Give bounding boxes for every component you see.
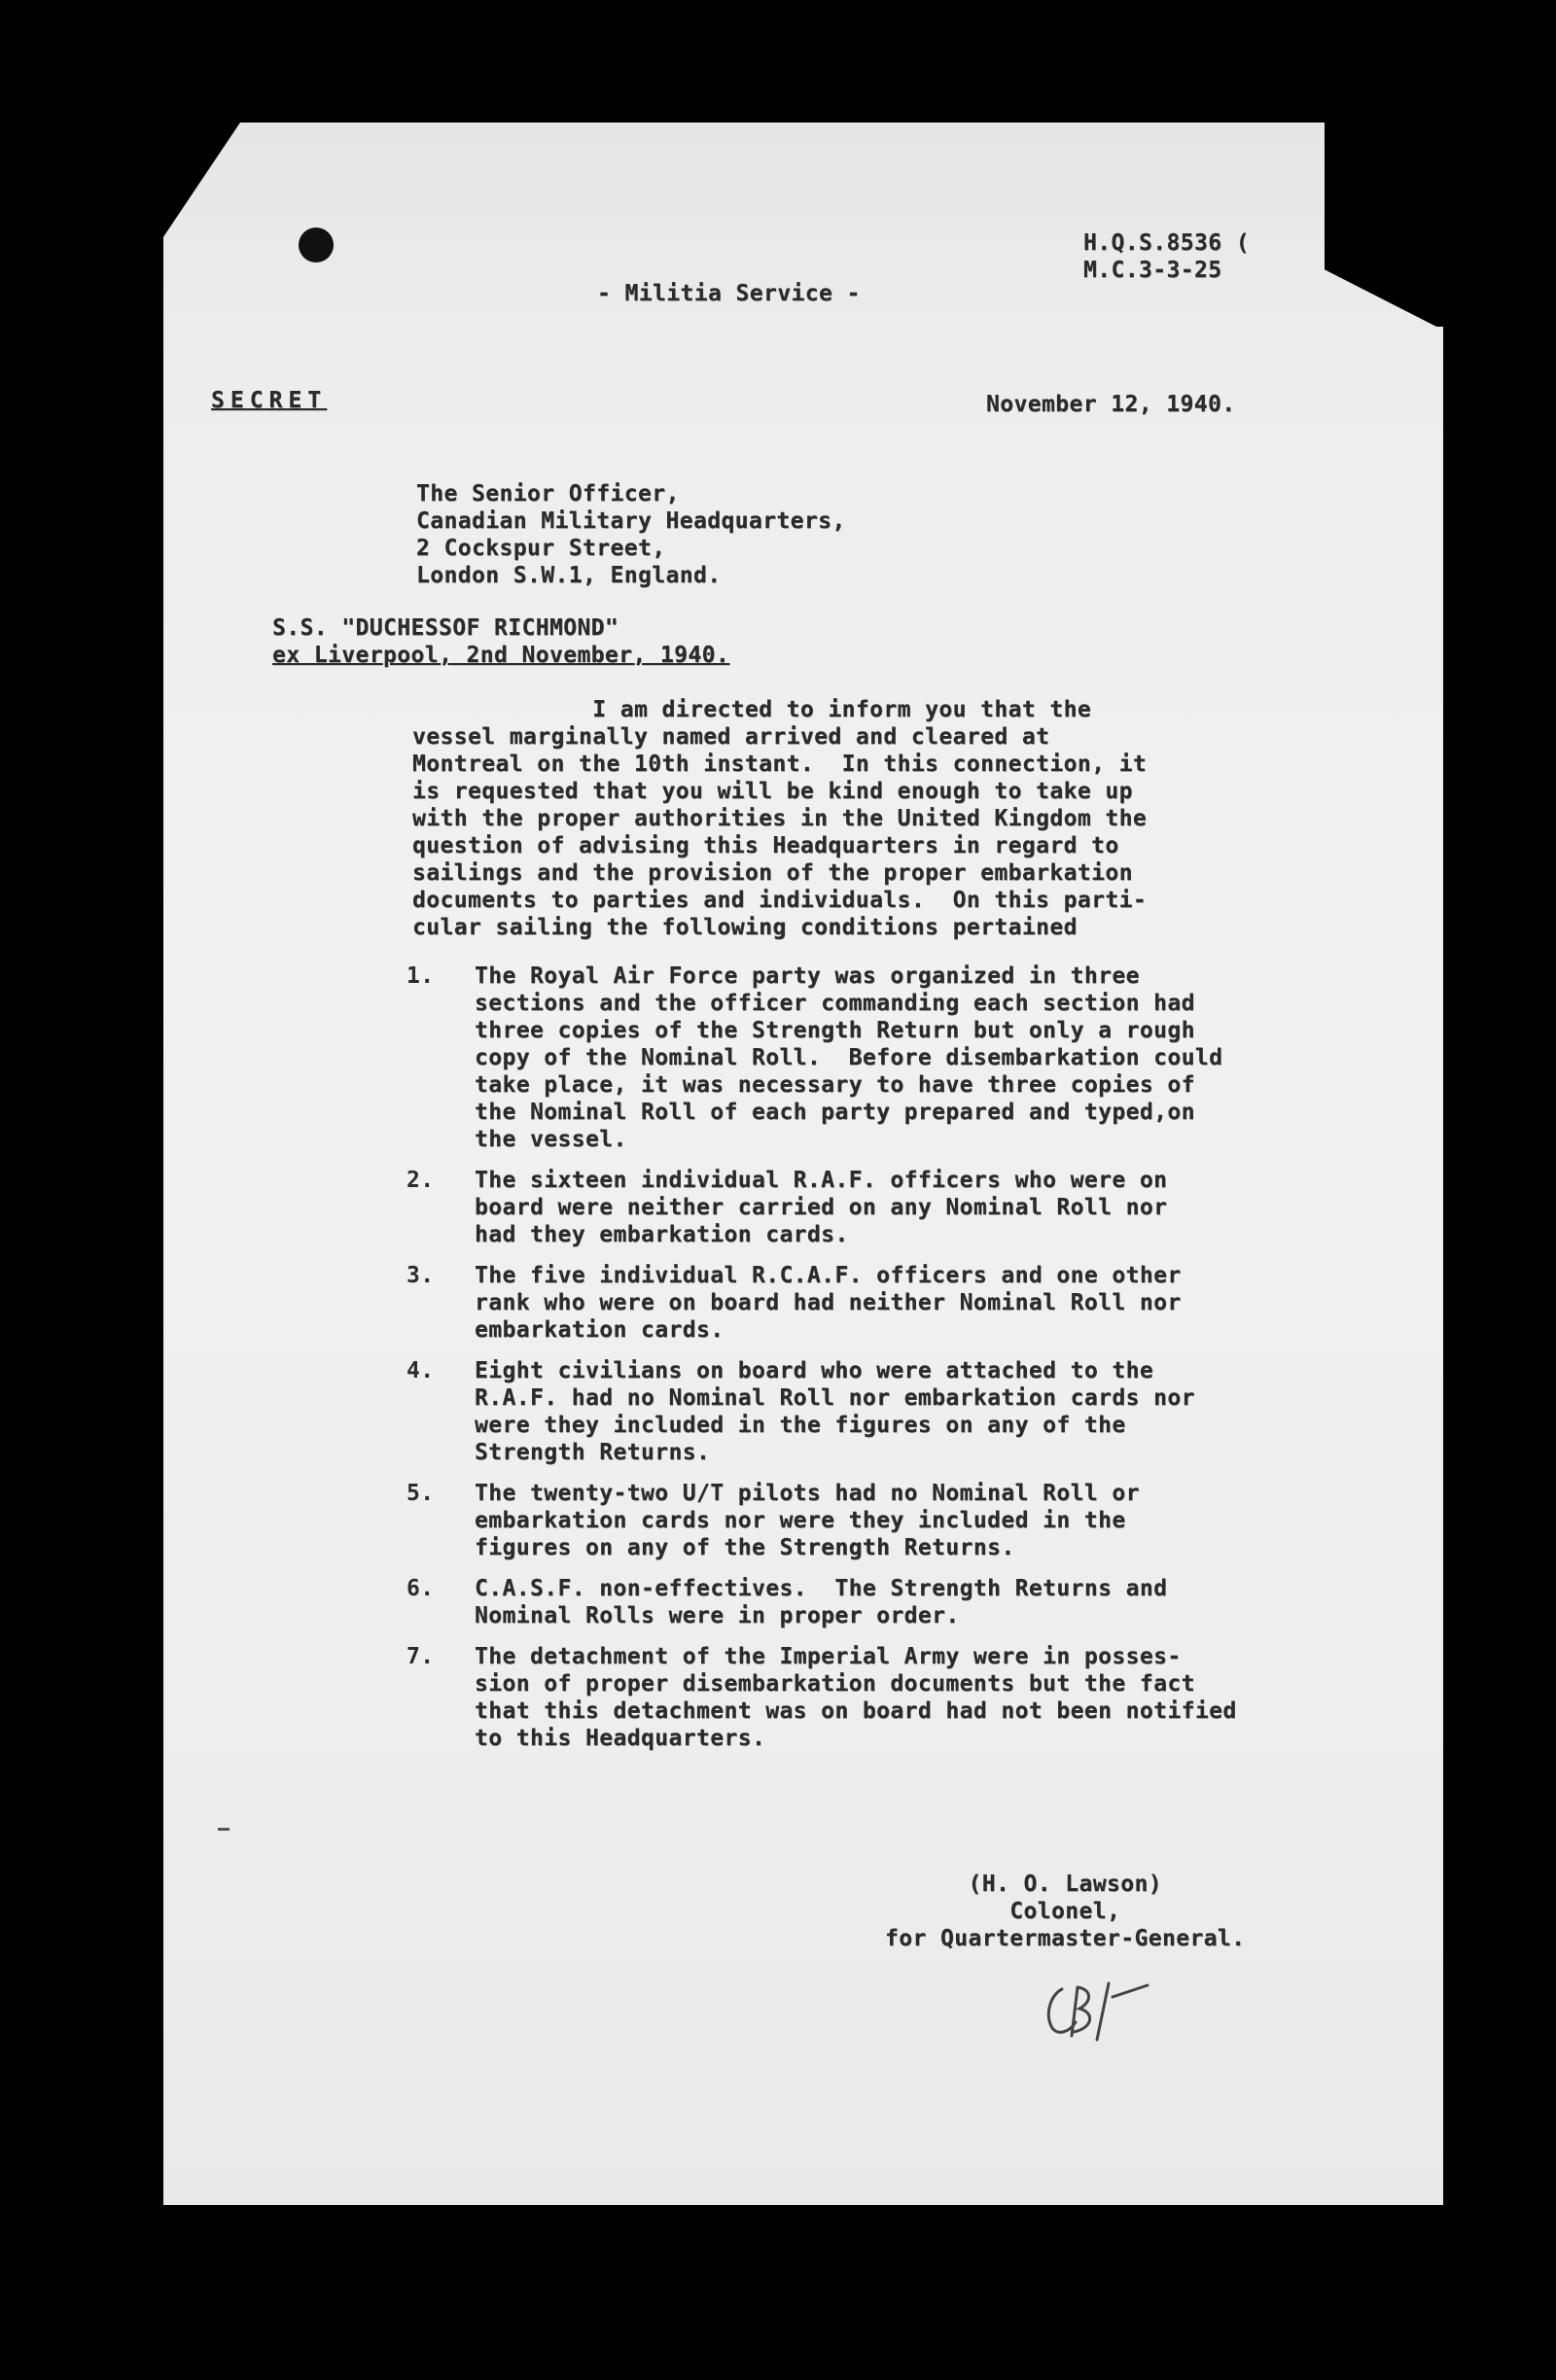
body-line: I am directed to inform you that the bbox=[412, 697, 1092, 722]
item-text: The five individual R.C.A.F. officers and one other rank who were on board had neither Nominal Roll nor embarkation cards. bbox=[475, 1263, 1182, 1343]
item-number: 2. bbox=[407, 1168, 435, 1193]
addressee-block bbox=[416, 480, 846, 589]
classification-mark: SECRET bbox=[211, 388, 328, 413]
body-line: cular sailing the following conditions pertained bbox=[412, 915, 1078, 940]
reference-numbers bbox=[1083, 229, 1250, 284]
service-heading: - Militia Service - bbox=[597, 281, 861, 306]
list-item bbox=[407, 1575, 1418, 1629]
item-number: 6. bbox=[407, 1576, 435, 1601]
item-text: The Royal Air Force party was organized in three sections and the officer commanding each section had three copies of the Strength Return but only a rough copy of the Nominal Roll. Before disembarkation could take place, it was necessary to have three copies of the Nominal Roll of each party prepared and typed,on the vessel. bbox=[475, 963, 1223, 1152]
list-item bbox=[407, 1480, 1418, 1561]
body-line: is requested that you will be kind enough to take up bbox=[412, 779, 1133, 804]
item-number: 3. bbox=[407, 1263, 435, 1288]
reference-line-1: H.Q.S.8536 ( bbox=[1083, 230, 1250, 256]
reference-line-2: M.C.3-3-25 bbox=[1083, 258, 1222, 283]
item-text: The sixteen individual R.A.F. officers who were on board were neither carried on any Nominal Roll nor had they embarkation cards. bbox=[475, 1168, 1168, 1247]
addressee-line: 2 Cockspur Street, bbox=[416, 536, 666, 561]
signatory-rank: Colonel, bbox=[1009, 1899, 1121, 1924]
list-item bbox=[407, 1643, 1418, 1752]
letter-date: November 12, 1940. bbox=[986, 392, 1236, 417]
item-number: 5. bbox=[407, 1481, 435, 1506]
body-line: question of advising this Headquarters in regard to bbox=[412, 833, 1119, 858]
item-text: The twenty-two U/T pilots had no Nominal Roll or embarkation cards nor were they included in the figures on any of the Strength Returns. bbox=[475, 1481, 1140, 1560]
addressee-line: The Senior Officer, bbox=[416, 481, 680, 507]
subject-vessel: S.S. "DUCHESSOF RICHMOND" bbox=[272, 615, 619, 641]
body-line: with the proper authorities in the United Kingdom the bbox=[412, 806, 1148, 831]
punch-hole bbox=[299, 228, 334, 262]
subject-block bbox=[272, 614, 729, 669]
item-number: 4. bbox=[407, 1358, 435, 1383]
item-text: The detachment of the Imperial Army were in posses- sion of proper disembarkation documents but the fact that this detachment was on board had not been notified to this Headquarters. bbox=[475, 1644, 1237, 1751]
subject-voyage: ex Liverpool, 2nd November, 1940. bbox=[272, 643, 730, 668]
item-text: C.A.S.F. non-effectives. The Strength Returns and Nominal Rolls were in proper order. bbox=[475, 1576, 1168, 1628]
item-number: 1. bbox=[407, 963, 435, 989]
ink-mark bbox=[218, 1828, 230, 1831]
addressee-line: Canadian Military Headquarters, bbox=[416, 508, 846, 534]
addressee-line: London S.W.1, England. bbox=[416, 563, 722, 588]
list-item bbox=[407, 962, 1418, 1153]
body-line: sailings and the provision of the proper embarkation bbox=[412, 860, 1133, 886]
item-text: Eight civilians on board who were attached to the R.A.F. had no Nominal Roll nor embarkation cards nor were they included in the figures on any of the Strength Returns. bbox=[475, 1358, 1195, 1465]
body-line: Montreal on the 10th instant. In this connection, it bbox=[412, 752, 1148, 777]
body-paragraph bbox=[412, 696, 1147, 941]
signatory-capacity: for Quartermaster-General. bbox=[885, 1926, 1246, 1951]
list-item bbox=[407, 1262, 1418, 1344]
signature-block bbox=[885, 1871, 1245, 1952]
body-line: vessel marginally named arrived and cleared at bbox=[412, 724, 1050, 750]
numbered-list bbox=[407, 962, 1418, 1766]
item-number: 7. bbox=[407, 1644, 435, 1669]
handwritten-initials bbox=[1033, 1968, 1159, 2046]
list-item bbox=[407, 1167, 1418, 1248]
signatory-name: (H. O. Lawson) bbox=[968, 1872, 1162, 1897]
body-line: documents to parties and individuals. On this parti- bbox=[412, 888, 1148, 913]
list-item bbox=[407, 1357, 1418, 1466]
